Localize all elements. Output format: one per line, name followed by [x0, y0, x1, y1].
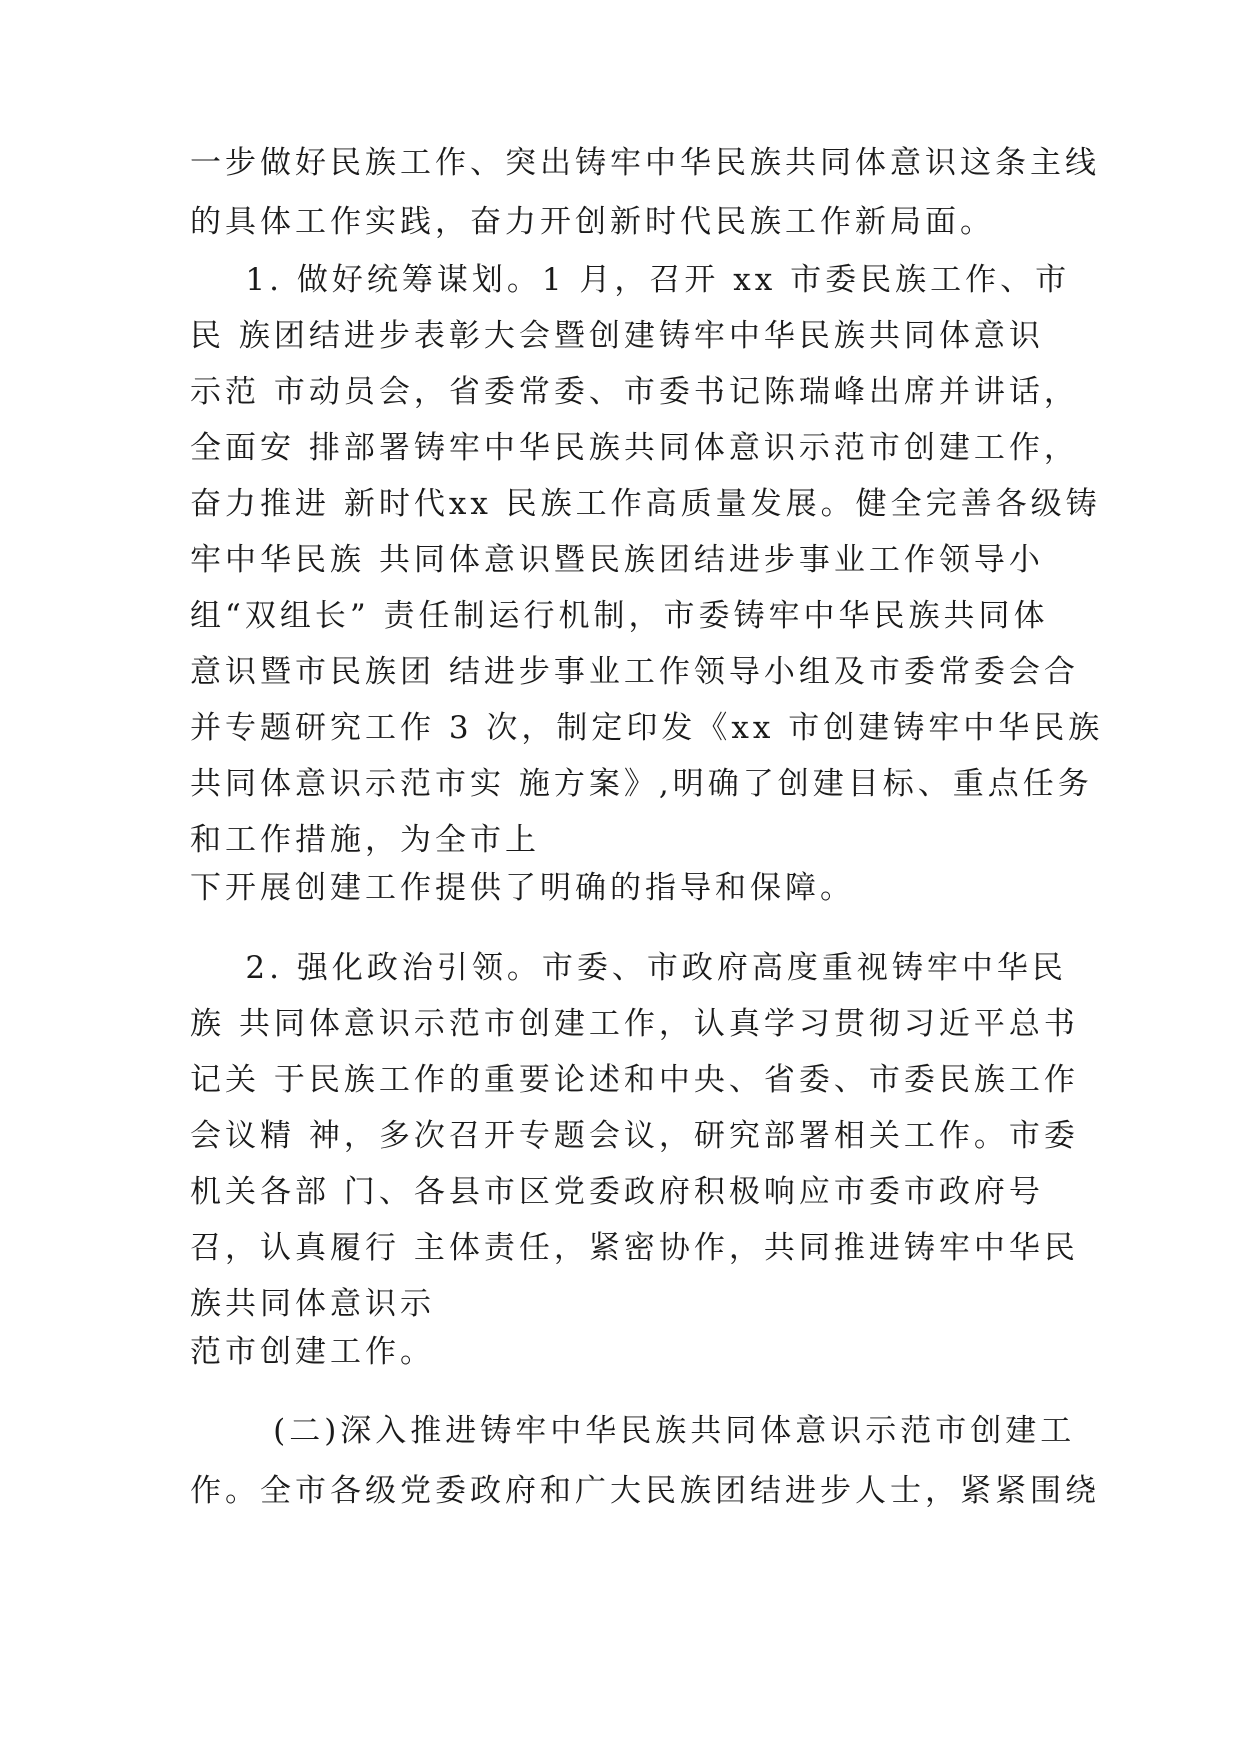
text-line: 示范 市动员会，省委常委、市委书记陈瑞峰出席并讲话， [190, 374, 1079, 410]
text-line: 1. 做好统筹谋划。1 月，召开 xx 市委民族工作、市 [190, 262, 1071, 298]
text-line: 会议精 神，多次召开专题会议，研究部署相关工作。市委 [190, 1118, 1079, 1154]
text-line: 全面安 排部署铸牢中华民族共同体意识示范市创建工作， [190, 430, 1079, 466]
text-line: 机关各部 门、各县市区党委政府积极响应市委市政府号 [190, 1174, 1044, 1210]
text-line: 和工作措施，为全市上 [190, 822, 540, 858]
text-line: 一步做好民族工作、突出铸牢中华民族共同体意识这条主线 [190, 145, 1100, 181]
text-line: 并专题研究工作 3 次，制定印发《xx 市创建铸牢中华民族 [190, 710, 1104, 746]
text-line: 召，认真履行 主体责任，紧密协作，共同推进铸牢中华民 [190, 1230, 1079, 1266]
text-line: 下开展创建工作提供了明确的指导和保障。 [190, 870, 855, 906]
text-line: 记关 于民族工作的重要论述和中央、省委、市委民族工作 [190, 1062, 1079, 1098]
text-line: 族 共同体意识示范市创建工作，认真学习贯彻习近平总书 [190, 1006, 1079, 1042]
text-line: 意识暨市民族团 结进步事业工作领导小组及市委常委会合 [190, 654, 1079, 690]
text-line: 族共同体意识示 [190, 1286, 435, 1322]
text-line: 的具体工作实践，奋力开创新时代民族工作新局面。 [190, 204, 995, 240]
text-line: 作。全市各级党委政府和广大民族团结进步人士，紧紧围绕 [190, 1473, 1100, 1509]
text-line: 2. 强化政治引领。市委、市政府高度重视铸牢中华民 [190, 950, 1067, 986]
text-line: 奋力推进 新时代xx 民族工作高质量发展。健全完善各级铸 [190, 486, 1101, 522]
text-line: 范市创建工作。 [190, 1334, 435, 1370]
text-line: 民 族团结进步表彰大会暨创建铸牢中华民族共同体意识 [190, 318, 1044, 354]
text-line: (二)深入推进铸牢中华民族共同体意识示范市创建工 [190, 1413, 1076, 1449]
text-line: 牢中华民族 共同体意识暨民族团结进步事业工作领导小 [190, 542, 1044, 578]
text-line: 共同体意识示范市实 施方案》,明确了创建目标、重点任务 [190, 766, 1093, 802]
text-line: 组“双组长” 责任制运行机制，市委铸牢中华民族共同体 [190, 598, 1049, 634]
